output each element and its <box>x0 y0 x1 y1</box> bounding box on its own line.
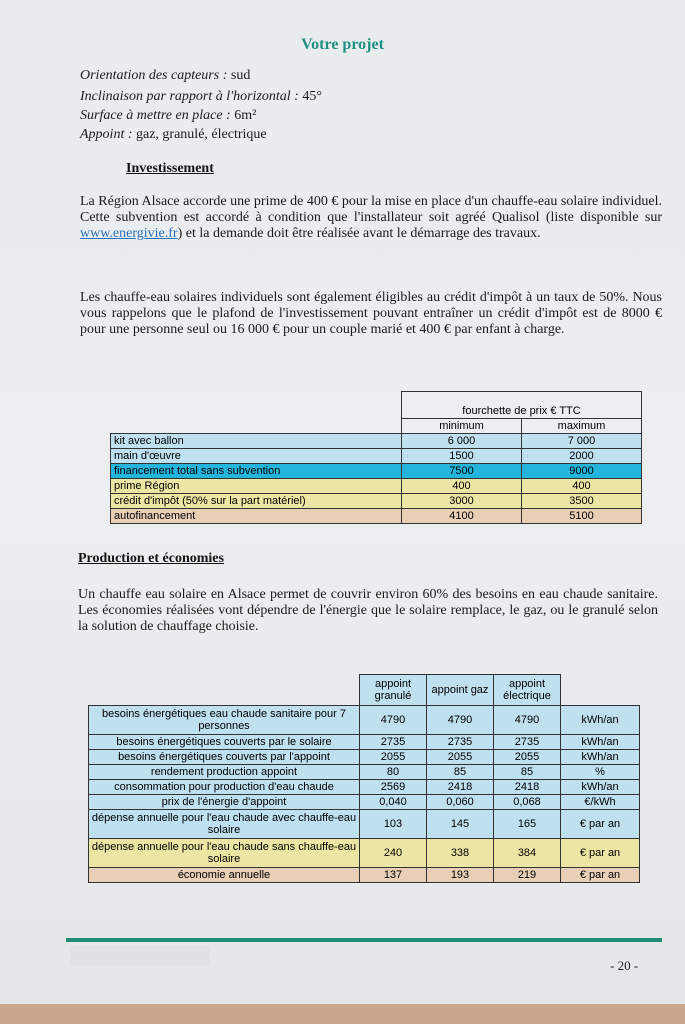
energy-table <box>88 674 640 883</box>
table-row: dépense annuelle pour l'eau chaude avec chauffe-eau solaire 103 145 165 € par an <box>89 810 640 839</box>
investissement-heading: Investissement <box>126 161 214 176</box>
table-row: besoins énergétiques eau chaude sanitaire pour 7 personnes 4790 4790 4790 kWh/an <box>89 706 640 735</box>
price-col-min: minimum <box>402 419 522 434</box>
energivie-link[interactable]: www.energivie.fr <box>80 226 178 241</box>
investissement-paragraph-1: La Région Alsace accorde une prime de 400 € pour la mise en place d'un chauffe-eau solaire individuel. Cette subvention est accordé à condition que l'installateur soit agréé Qualisol (liste disponible sur www.energivie.fr) et la demande doit être réalisée avant le démarrage des travaux. <box>80 194 662 241</box>
table-row: économie annuelle 137 193 219 € par an <box>89 868 640 883</box>
price-col-max: maximum <box>522 419 642 434</box>
energy-col-electrique: appoint électrique <box>494 675 561 706</box>
table-row: autofinancement 4100 5100 <box>111 509 642 524</box>
production-paragraph: Un chauffe eau solaire en Alsace permet de couvrir environ 60% des besoins en eau chaude sanitaire. Les économies réalisées vont dépendre de l'énergie que le solaire remplace, le gaz, ou le granulé selon la solution de chauffage choisie. <box>78 587 658 634</box>
table-row: prime Région 400 400 <box>111 479 642 494</box>
energy-col-granule: appoint granulé <box>360 675 427 706</box>
spec-appoint: Appoint : gaz, granulé, électrique <box>80 127 267 142</box>
price-table <box>110 391 642 524</box>
energy-col-gaz: appoint gaz <box>427 675 494 706</box>
page-title: Votre projet <box>301 36 384 53</box>
page-number: - 20 - <box>610 958 639 973</box>
price-table-header: fourchette de prix € TTC <box>402 392 642 419</box>
spec-surface: Surface à mettre en place : 6m² <box>80 108 257 123</box>
spec-inclinaison: Inclinaison par rapport à l'horizontal : 45° <box>80 89 322 104</box>
footer-rule <box>66 938 662 942</box>
table-row: besoins énergétiques couverts par le solaire 2735 2735 2735 kWh/an <box>89 735 640 750</box>
investissement-paragraph-2: Les chauffe-eau solaires individuels sont également éligibles au crédit d'impôt à un taux de 50%. Nous vous rappelons que le plafond de l'investissement pouvant entraîner un crédit d'impôt est de 8000 € pour une personne seul ou 16 000 € pour un couple marié et 400 € par enfant à charge. <box>80 290 662 337</box>
table-row: consommation pour production d'eau chaude 2569 2418 2418 kWh/an <box>89 780 640 795</box>
table-row: kit avec ballon 6 000 7 000 <box>111 434 642 449</box>
table-row: financement total sans subvention 7500 9000 <box>111 464 642 479</box>
footer-blank-area <box>70 946 210 966</box>
spec-orientation: Orientation des capteurs : sud <box>80 68 251 83</box>
desk-surface <box>0 1004 685 1024</box>
table-row: besoins énergétiques couverts par l'appoint 2055 2055 2055 kWh/an <box>89 750 640 765</box>
table-row: rendement production appoint 80 85 85 % <box>89 765 640 780</box>
table-row: dépense annuelle pour l'eau chaude sans chauffe-eau solaire 240 338 384 € par an <box>89 839 640 868</box>
table-row: prix de l'énergie d'appoint 0,040 0,060 0,068 €/kWh <box>89 795 640 810</box>
table-row: main d'œuvre 1500 2000 <box>111 449 642 464</box>
production-heading: Production et économies <box>78 551 224 566</box>
table-row: crédit d'impôt (50% sur la part matériel) 3000 3500 <box>111 494 642 509</box>
